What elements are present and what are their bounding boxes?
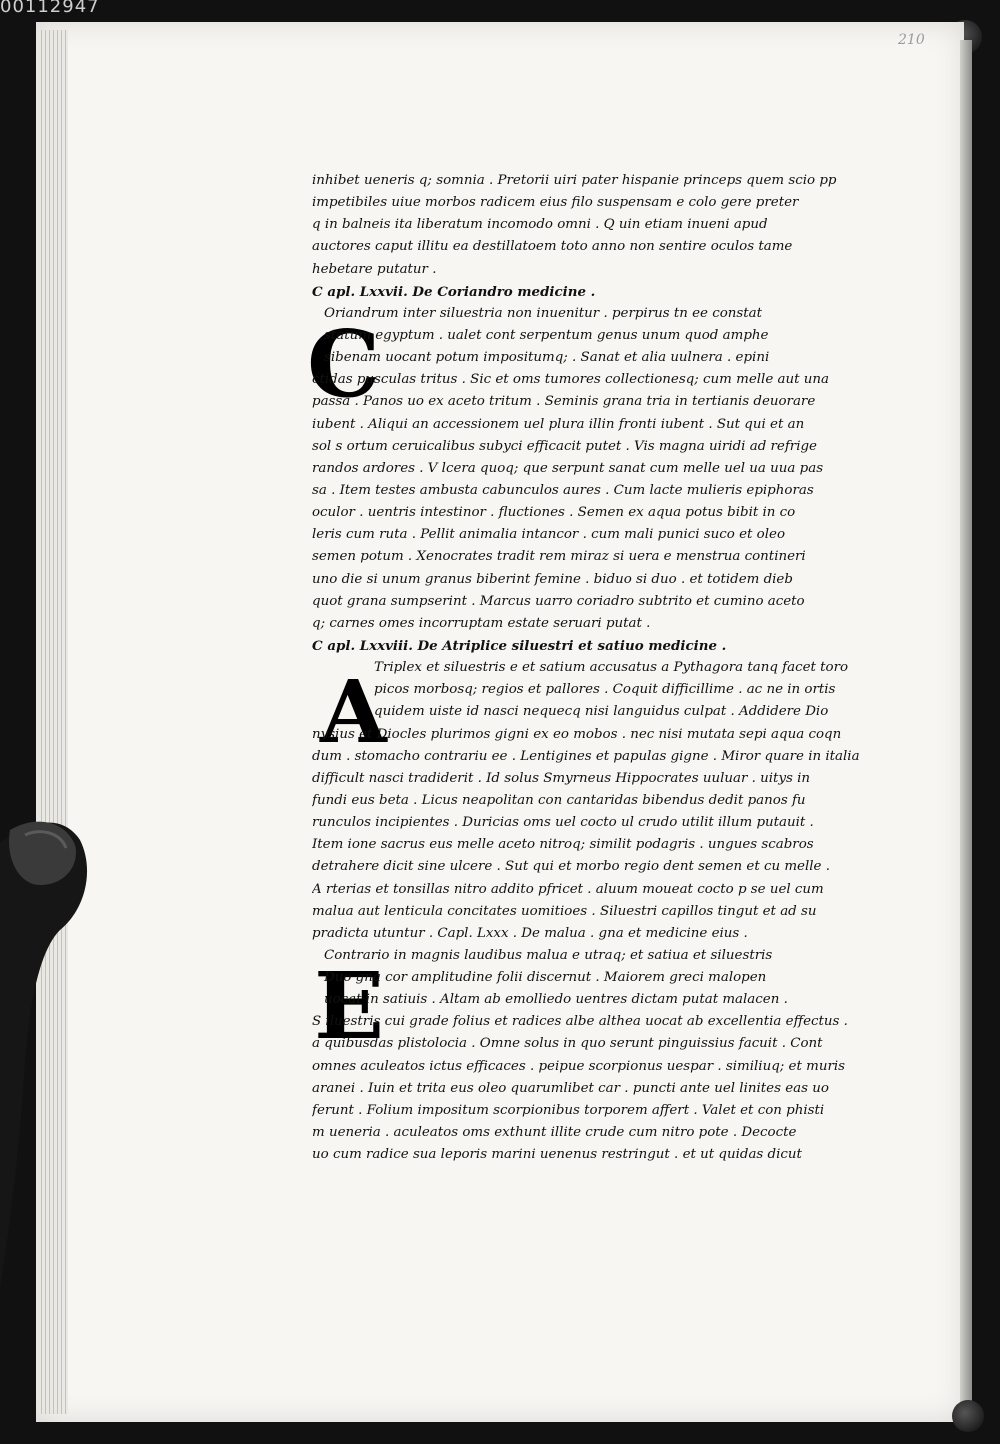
text-line: quidem uiste id nasci nequecq nisi languidus culpat . Addidere Dio [374, 704, 829, 720]
text-line: Contrario in magnis laudibus malua e utraq; et satiua et siluestris [324, 947, 773, 963]
page-edge-right [960, 40, 972, 1410]
text-line: Oriandrum inter siluestria non inuenitur . perpirus tn ee constat [324, 305, 763, 321]
chapter-heading: C apl. Lxxvii. De Coriandro medicine . [312, 283, 596, 300]
text-line: uo cum radice sua leporis marini uenenus restringut . et ut quidas dicut [312, 1147, 802, 1163]
text-line: pradicta utuntur . Capl. Lxxx . De malua . gna et medicine eius . [312, 925, 748, 941]
decorated-initial-a: A [320, 662, 387, 763]
text-line: S iluestris cui grade folius et radices albe althea uocat ab excellentia effectus . [312, 1014, 848, 1030]
text-line: malua aut lenticula concitates uomitioes . Siluestri capillos tingut et ad su [312, 903, 817, 919]
text-line: aranei . Iuin et trita eus oleo quarumlibet car . puncti ante uel linites eas uo [312, 1080, 829, 1096]
text-line: auctores caput illitu ea destillatoem toto anno non sentire oculos tame [312, 239, 793, 255]
text-line: fundi eus beta . Licus neapolitan con cantaridas bibendus dedit panos fu [312, 792, 806, 808]
text-line: sol s ortum ceruicalibus subyci efficacit putet . Vis magna uiridi ad refrige [312, 438, 817, 454]
text-line: statum egyptum . ualet cont serpentum genus unum quod amphe [324, 327, 769, 343]
text-line: omnes aculeatos ictus efficaces . peipue scorpionus uespar . similiuq; et muris [312, 1058, 845, 1074]
text-line: Duo gna cor amplitudine folii discernut . Maiorem greci malopen [324, 970, 767, 986]
text-line: hebetare putatur . [312, 261, 437, 277]
text-line: quot grana sumpserint . Marcus uarro coriadro subtrito et cumino aceto [312, 593, 805, 609]
archive-id: 00112947 [0, 0, 100, 17]
text-line: randos ardores . V lcera quoq; que serpunt sanat cum melle uel ua uua pas [312, 460, 824, 476]
text-line: passa . Panos uo ex aceto tritum . Seminis grana tria in tertianis deuorare [312, 394, 816, 410]
text-line: leris cum ruta . Pellit animalia intancor . cum mali punici suco et oleo [312, 527, 786, 543]
text-line: q; carnes omes incorruptam estate seruari putat . [312, 615, 651, 631]
text-line: iubent . Aliqui an accessionem uel plura illin fronti iubent . Sut qui et an [312, 416, 805, 432]
text-line: a quibusdas plistolocia . Omne solus in quo serunt pinguissius facuit . Cont [312, 1036, 823, 1052]
text-line: Item ione sacrus eus melle aceto nitroq; similit podagris . ungues scabros [312, 837, 814, 853]
text-line: semen potum . Xenocrates tradit rem miraz si uera e menstrua contineri [312, 549, 806, 565]
hand-holding-page [0, 800, 102, 1400]
text-line: picos morbosq; regios et pallores . Coquit difficillime . ac ne in ortis [374, 682, 836, 698]
text-line: inhibet ueneris q; somnia . Pretorii uiri pater hispanie princeps quem scio pp [312, 173, 837, 188]
decorated-initial-e: E [314, 952, 385, 1060]
text-line: uno die si unum granus biberint femine . biduo si duo . et totidem dieb [312, 571, 793, 587]
chapter-heading: C apl. Lxxviii. De Atriplice siluestri et satiuo medicine . [312, 637, 727, 654]
decorated-initial-c: C [307, 310, 381, 418]
text-line: m ueneria . aculeatos oms exthunt illite crude cum nitro pote . Decocte [312, 1125, 797, 1141]
text-line: uocat in satiuis . Altam ab emolliedo uentres dictam putat malacen . [324, 992, 788, 1008]
text-line: A rterias et tonsillas nitro addito pfricet . aluum moueat cocto p se uel cum [312, 881, 824, 897]
text-line: impetibiles uiue morbos radicem eius filo suspensam e colo gere preter [312, 195, 799, 211]
text-line: ctidas pusculas tritus . Sic et oms tumores collectionesq; cum melle aut una [312, 372, 829, 388]
manuscript-text [312, 170, 937, 1166]
text-line: difficult nasci tradiderit . Id solus Smyrneus Hippocrates uuluar . uitys in [312, 770, 811, 786]
text-line: q in balneis ita liberatum incomodo omni . Q uin etiam inueni apud [312, 217, 768, 233]
text-line: nysius et Diocles plurimos gigni ex eo mobos . nec nisi mutata sepi aqua coqn [312, 726, 842, 742]
folio-number: 210 [898, 32, 925, 48]
text-line: ferunt . Folium impositum scorpionibus torporem affert . Valet et con phisti [312, 1102, 825, 1118]
text-line: detrahere dicit sine ulcere . Sut qui et morbo regio dent semen et cu melle . [312, 859, 830, 875]
text-line: dum . stomacho contrariu ee . Lentigines et papulas gigne . Miror quare in italia [312, 748, 860, 764]
text-line: sibenam uocant potum impositumq; . Sanat et alia uulnera . epini [324, 350, 770, 366]
text-line: runculos incipientes . Duricias oms uel cocto ul crudo utilit illum putauit . [312, 815, 814, 831]
binding-clip-bottom [952, 1400, 984, 1432]
text-line: sa . Item testes ambusta cabunculos aures . Cum lacte mulieris epiphoras [312, 482, 814, 498]
text-line: Triplex et siluestris e et satium accusatus a Pythagora tanq facet toro [374, 660, 849, 676]
text-line: oculor . uentris intestinor . fluctiones . Semen ex aqua potus bibit in co [312, 505, 796, 521]
